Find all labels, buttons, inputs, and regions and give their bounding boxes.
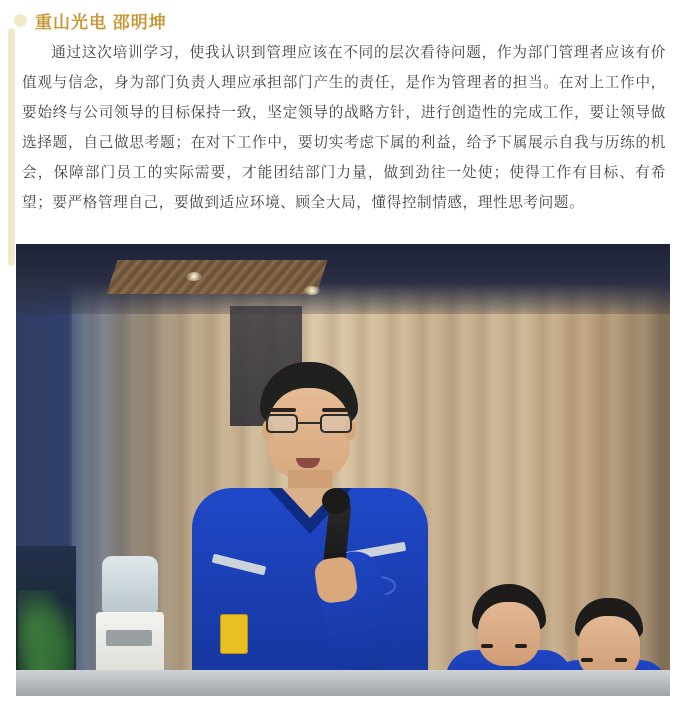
audience-eye-left: [581, 658, 593, 662]
decorative-accent-bar: [8, 28, 15, 266]
ceiling-light-icon: [304, 286, 320, 295]
article-body: [0, 34, 682, 228]
dispenser-panel: [106, 630, 152, 646]
speaker-eyebrow-right: [322, 408, 348, 412]
bullet-dot-icon: [14, 14, 27, 27]
glasses-bridge: [298, 422, 320, 424]
glasses-lens-right: [320, 414, 352, 433]
speaker-hand: [313, 555, 359, 604]
ceiling-light-icon: [186, 272, 202, 281]
speaker-eyebrow-left: [270, 408, 296, 412]
article-paragraph: 通过这次培训学习，使我认识到管理应该在不同的层次看待问题，作为部门管理者应该有价值观与信念，身为部门负责人理应承担部门产生的责任，是作为管理者的担当。在对上工作中，要始终与公司领导的目标保持一致，坚定领导的战略方针，进行创造性的完成工作，要让领导做选择题，自己做思考题；在对下工作中，要切实考虑下属的利益，给予下属展示自我与历练的机会，保障部门员工的实际需要，才能团结部门力量，做到劲往一处使；使得工作有目标、有希望；要严格管理自己，要做到适应环境、顾全大局，懂得控制情感，理性思考问题。: [22, 45, 666, 211]
audience-face: [478, 602, 540, 666]
glasses-icon: [264, 414, 356, 434]
glasses-lens-left: [266, 414, 298, 433]
page-title: 重山光电 邵明坤: [35, 12, 167, 32]
uniform-badge: [220, 614, 248, 654]
article-photo: [16, 244, 670, 696]
speaker-figure: [184, 362, 434, 696]
dispenser-bottle: [102, 556, 158, 614]
ceiling-wood-panel: [106, 260, 327, 294]
audience-eye-right: [515, 644, 527, 648]
audience-eye-left: [481, 644, 493, 648]
article-header: [0, 0, 682, 34]
audience-eye-right: [615, 658, 627, 662]
photo-scene: [16, 244, 670, 696]
foreground-table: [16, 670, 670, 696]
